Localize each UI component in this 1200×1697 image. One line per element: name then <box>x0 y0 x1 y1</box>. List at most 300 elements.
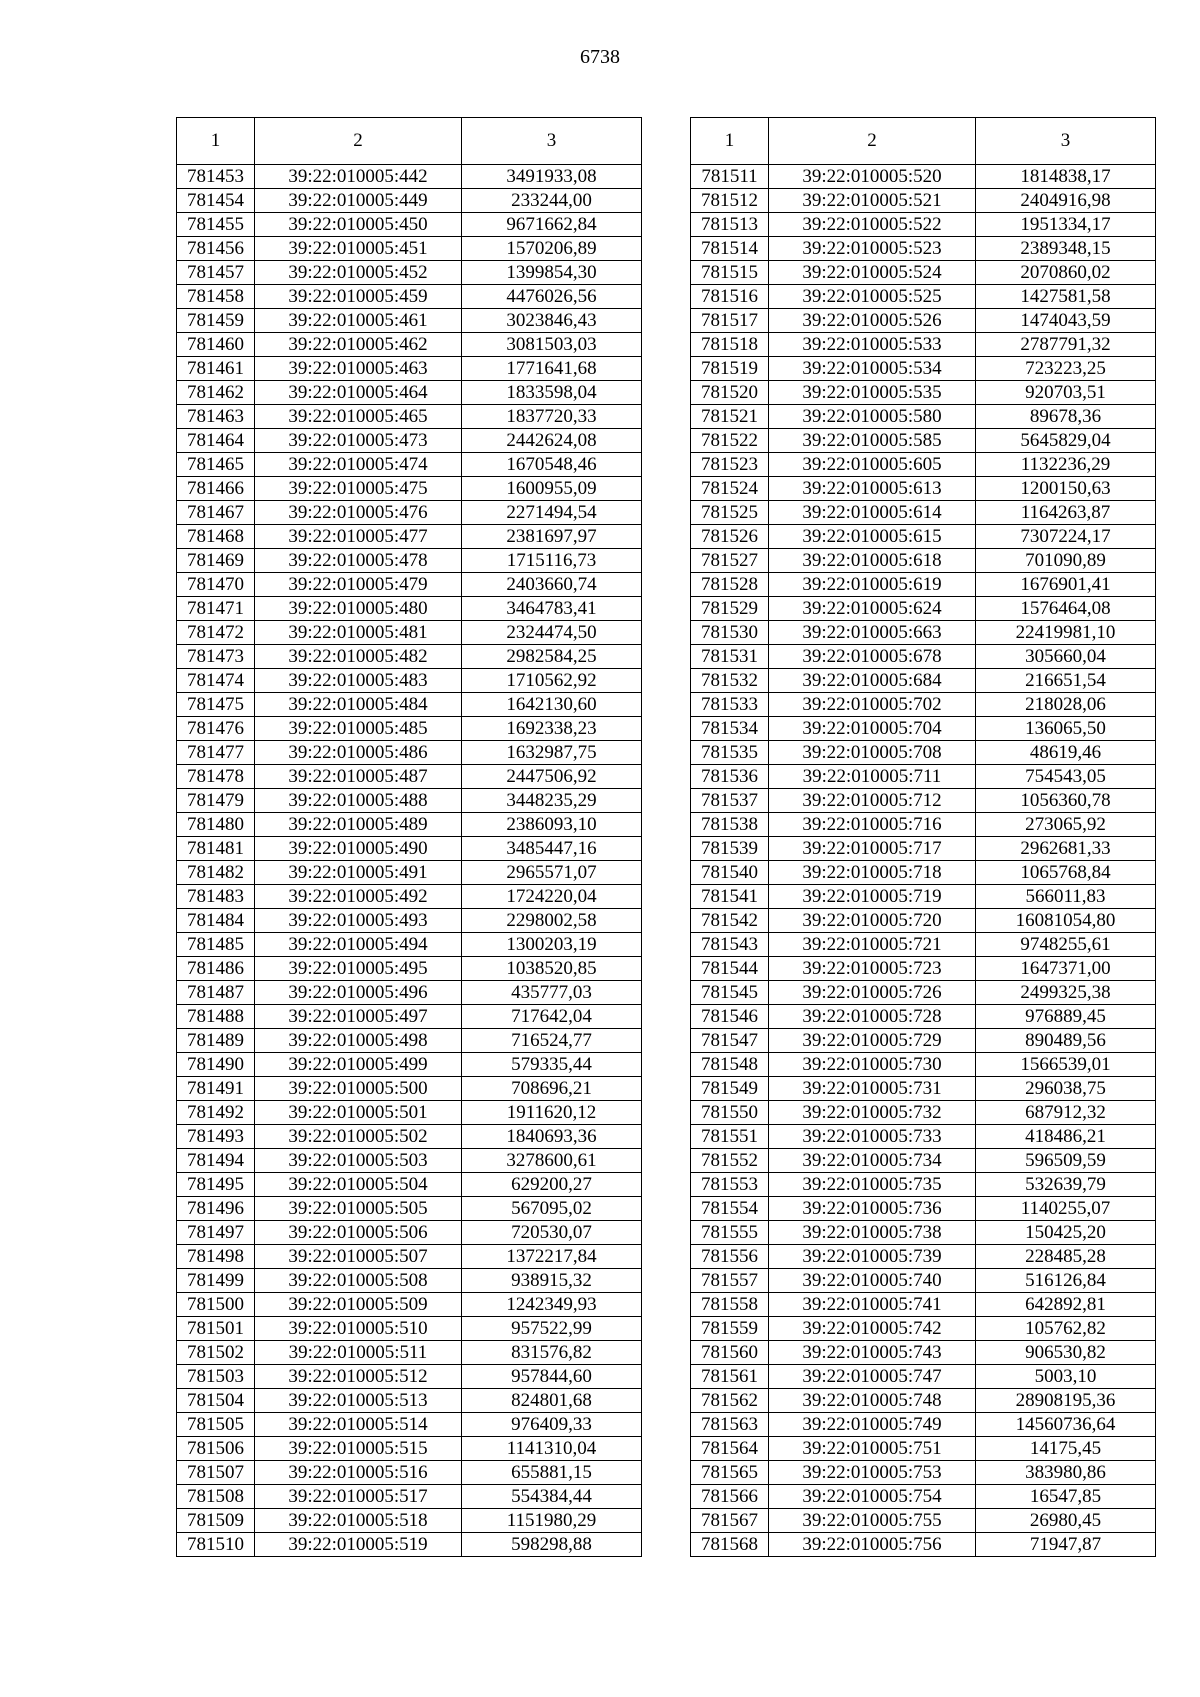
row-number-cell: 781469 <box>177 549 255 573</box>
row-number-cell: 781547 <box>691 1029 769 1053</box>
header-col-3: 3 <box>462 118 642 165</box>
table-row <box>177 741 642 765</box>
row-number-cell: 781567 <box>691 1509 769 1533</box>
cadastral-number-cell: 39:22:010005:464 <box>255 381 462 405</box>
row-number-cell: 781543 <box>691 933 769 957</box>
value-cell: 136065,50 <box>976 717 1156 741</box>
table-row <box>691 1413 1156 1437</box>
cadastral-number-cell: 39:22:010005:708 <box>769 741 976 765</box>
cadastral-number-cell: 39:22:010005:726 <box>769 981 976 1005</box>
value-cell: 1951334,17 <box>976 213 1156 237</box>
table-row <box>691 669 1156 693</box>
left-table <box>176 117 642 1557</box>
table-row <box>177 669 642 693</box>
value-cell: 754543,05 <box>976 765 1156 789</box>
table-row <box>177 909 642 933</box>
cadastral-number-cell: 39:22:010005:484 <box>255 693 462 717</box>
right-table <box>690 117 1156 1557</box>
cadastral-number-cell: 39:22:010005:535 <box>769 381 976 405</box>
row-number-cell: 781526 <box>691 525 769 549</box>
cadastral-number-cell: 39:22:010005:516 <box>255 1461 462 1485</box>
row-number-cell: 781491 <box>177 1077 255 1101</box>
table-row <box>177 957 642 981</box>
table-row <box>177 381 642 405</box>
row-number-cell: 781501 <box>177 1317 255 1341</box>
table-row <box>177 621 642 645</box>
row-number-cell: 781545 <box>691 981 769 1005</box>
table-row <box>177 1101 642 1125</box>
row-number-cell: 781483 <box>177 885 255 909</box>
row-number-cell: 781458 <box>177 285 255 309</box>
row-number-cell: 781561 <box>691 1365 769 1389</box>
cadastral-number-cell: 39:22:010005:498 <box>255 1029 462 1053</box>
value-cell: 1647371,00 <box>976 957 1156 981</box>
table-row <box>691 1389 1156 1413</box>
row-number-cell: 781478 <box>177 765 255 789</box>
table-row <box>177 1173 642 1197</box>
table-row <box>177 1509 642 1533</box>
row-number-cell: 781464 <box>177 429 255 453</box>
row-number-cell: 781477 <box>177 741 255 765</box>
value-cell: 1132236,29 <box>976 453 1156 477</box>
table-row <box>691 957 1156 981</box>
row-number-cell: 781459 <box>177 309 255 333</box>
row-number-cell: 781490 <box>177 1053 255 1077</box>
cadastral-number-cell: 39:22:010005:512 <box>255 1365 462 1389</box>
value-cell: 14175,45 <box>976 1437 1156 1461</box>
value-cell: 554384,44 <box>462 1485 642 1509</box>
row-number-cell: 781480 <box>177 813 255 837</box>
value-cell: 2965571,07 <box>462 861 642 885</box>
table-row <box>691 1437 1156 1461</box>
value-cell: 596509,59 <box>976 1149 1156 1173</box>
value-cell: 1670548,46 <box>462 453 642 477</box>
cadastral-number-cell: 39:22:010005:729 <box>769 1029 976 1053</box>
table-row <box>691 1245 1156 1269</box>
table-row <box>691 1269 1156 1293</box>
row-number-cell: 781481 <box>177 837 255 861</box>
row-number-cell: 781554 <box>691 1197 769 1221</box>
table-row <box>177 1389 642 1413</box>
table-row <box>177 717 642 741</box>
table-row <box>691 1341 1156 1365</box>
cadastral-number-cell: 39:22:010005:500 <box>255 1077 462 1101</box>
cadastral-number-cell: 39:22:010005:718 <box>769 861 976 885</box>
table-row <box>691 477 1156 501</box>
row-number-cell: 781467 <box>177 501 255 525</box>
table-row <box>177 837 642 861</box>
value-cell: 1632987,75 <box>462 741 642 765</box>
value-cell: 1911620,12 <box>462 1101 642 1125</box>
cadastral-number-cell: 39:22:010005:723 <box>769 957 976 981</box>
row-number-cell: 781504 <box>177 1389 255 1413</box>
row-number-cell: 781468 <box>177 525 255 549</box>
cadastral-number-cell: 39:22:010005:514 <box>255 1413 462 1437</box>
cadastral-number-cell: 39:22:010005:613 <box>769 477 976 501</box>
cadastral-number-cell: 39:22:010005:704 <box>769 717 976 741</box>
value-cell: 3464783,41 <box>462 597 642 621</box>
table-row <box>691 501 1156 525</box>
row-number-cell: 781516 <box>691 285 769 309</box>
value-cell: 1576464,08 <box>976 597 1156 621</box>
row-number-cell: 781523 <box>691 453 769 477</box>
table-row <box>177 933 642 957</box>
value-cell: 1710562,92 <box>462 669 642 693</box>
value-cell: 2386093,10 <box>462 813 642 837</box>
cadastral-number-cell: 39:22:010005:533 <box>769 333 976 357</box>
value-cell: 2271494,54 <box>462 501 642 525</box>
cadastral-number-cell: 39:22:010005:753 <box>769 1461 976 1485</box>
row-number-cell: 781472 <box>177 621 255 645</box>
cadastral-number-cell: 39:22:010005:748 <box>769 1389 976 1413</box>
cadastral-number-cell: 39:22:010005:511 <box>255 1341 462 1365</box>
table-row <box>691 1461 1156 1485</box>
value-cell: 579335,44 <box>462 1053 642 1077</box>
table-row <box>691 1005 1156 1029</box>
cadastral-number-cell: 39:22:010005:492 <box>255 885 462 909</box>
row-number-cell: 781548 <box>691 1053 769 1077</box>
row-number-cell: 781541 <box>691 885 769 909</box>
value-cell: 3448235,29 <box>462 789 642 813</box>
cadastral-number-cell: 39:22:010005:717 <box>769 837 976 861</box>
row-number-cell: 781463 <box>177 405 255 429</box>
row-number-cell: 781512 <box>691 189 769 213</box>
table-row <box>691 1485 1156 1509</box>
value-cell: 3023846,43 <box>462 309 642 333</box>
table-row <box>691 837 1156 861</box>
value-cell: 1715116,73 <box>462 549 642 573</box>
cadastral-number-cell: 39:22:010005:525 <box>769 285 976 309</box>
row-number-cell: 781488 <box>177 1005 255 1029</box>
row-number-cell: 781460 <box>177 333 255 357</box>
row-number-cell: 781493 <box>177 1125 255 1149</box>
header-col-2: 2 <box>255 118 462 165</box>
table-row <box>177 1293 642 1317</box>
value-cell: 105762,82 <box>976 1317 1156 1341</box>
cadastral-number-cell: 39:22:010005:751 <box>769 1437 976 1461</box>
cadastral-number-cell: 39:22:010005:495 <box>255 957 462 981</box>
value-cell: 716524,77 <box>462 1029 642 1053</box>
value-cell: 2298002,58 <box>462 909 642 933</box>
table-row <box>691 453 1156 477</box>
cadastral-number-cell: 39:22:010005:520 <box>769 165 976 189</box>
value-cell: 976409,33 <box>462 1413 642 1437</box>
cadastral-number-cell: 39:22:010005:702 <box>769 693 976 717</box>
value-cell: 2070860,02 <box>976 261 1156 285</box>
row-number-cell: 781502 <box>177 1341 255 1365</box>
value-cell: 1837720,33 <box>462 405 642 429</box>
value-cell: 435777,03 <box>462 981 642 1005</box>
value-cell: 831576,82 <box>462 1341 642 1365</box>
cadastral-number-cell: 39:22:010005:449 <box>255 189 462 213</box>
value-cell: 5003,10 <box>976 1365 1156 1389</box>
value-cell: 1570206,89 <box>462 237 642 261</box>
cadastral-number-cell: 39:22:010005:482 <box>255 645 462 669</box>
cadastral-number-cell: 39:22:010005:487 <box>255 765 462 789</box>
value-cell: 1427581,58 <box>976 285 1156 309</box>
value-cell: 1676901,41 <box>976 573 1156 597</box>
value-cell: 296038,75 <box>976 1077 1156 1101</box>
cadastral-number-cell: 39:22:010005:461 <box>255 309 462 333</box>
row-number-cell: 781505 <box>177 1413 255 1437</box>
row-number-cell: 781524 <box>691 477 769 501</box>
value-cell: 920703,51 <box>976 381 1156 405</box>
cadastral-number-cell: 39:22:010005:494 <box>255 933 462 957</box>
table-row <box>691 1053 1156 1077</box>
cadastral-number-cell: 39:22:010005:475 <box>255 477 462 501</box>
cadastral-number-cell: 39:22:010005:459 <box>255 285 462 309</box>
value-cell: 1141310,04 <box>462 1437 642 1461</box>
cadastral-number-cell: 39:22:010005:524 <box>769 261 976 285</box>
row-number-cell: 781544 <box>691 957 769 981</box>
row-number-cell: 781492 <box>177 1101 255 1125</box>
cadastral-number-cell: 39:22:010005:507 <box>255 1245 462 1269</box>
table-row <box>177 597 642 621</box>
table-row <box>691 597 1156 621</box>
value-cell: 22419981,10 <box>976 621 1156 645</box>
cadastral-number-cell: 39:22:010005:605 <box>769 453 976 477</box>
table-row <box>177 501 642 525</box>
table-row <box>177 237 642 261</box>
cadastral-number-cell: 39:22:010005:474 <box>255 453 462 477</box>
cadastral-number-cell: 39:22:010005:508 <box>255 1269 462 1293</box>
cadastral-number-cell: 39:22:010005:738 <box>769 1221 976 1245</box>
row-number-cell: 781517 <box>691 309 769 333</box>
cadastral-number-cell: 39:22:010005:735 <box>769 1173 976 1197</box>
value-cell: 28908195,36 <box>976 1389 1156 1413</box>
row-number-cell: 781507 <box>177 1461 255 1485</box>
table-row <box>177 405 642 429</box>
row-number-cell: 781456 <box>177 237 255 261</box>
row-number-cell: 781479 <box>177 789 255 813</box>
row-number-cell: 781466 <box>177 477 255 501</box>
table-row <box>177 549 642 573</box>
table-row <box>691 165 1156 189</box>
row-number-cell: 781539 <box>691 837 769 861</box>
table-row <box>177 333 642 357</box>
value-cell: 687912,32 <box>976 1101 1156 1125</box>
cadastral-number-cell: 39:22:010005:585 <box>769 429 976 453</box>
cadastral-number-cell: 39:22:010005:716 <box>769 813 976 837</box>
header-col-2: 2 <box>769 118 976 165</box>
row-number-cell: 781563 <box>691 1413 769 1437</box>
table-row <box>691 381 1156 405</box>
cadastral-number-cell: 39:22:010005:503 <box>255 1149 462 1173</box>
value-cell: 2982584,25 <box>462 645 642 669</box>
cadastral-number-cell: 39:22:010005:502 <box>255 1125 462 1149</box>
row-number-cell: 781487 <box>177 981 255 1005</box>
row-number-cell: 781562 <box>691 1389 769 1413</box>
row-number-cell: 781535 <box>691 741 769 765</box>
value-cell: 1038520,85 <box>462 957 642 981</box>
table-row <box>177 1269 642 1293</box>
value-cell: 717642,04 <box>462 1005 642 1029</box>
cadastral-number-cell: 39:22:010005:534 <box>769 357 976 381</box>
table-row <box>691 1149 1156 1173</box>
cadastral-number-cell: 39:22:010005:517 <box>255 1485 462 1509</box>
table-row <box>691 933 1156 957</box>
value-cell: 629200,27 <box>462 1173 642 1197</box>
value-cell: 383980,86 <box>976 1461 1156 1485</box>
row-number-cell: 781476 <box>177 717 255 741</box>
row-number-cell: 781542 <box>691 909 769 933</box>
value-cell: 2447506,92 <box>462 765 642 789</box>
table-row <box>691 765 1156 789</box>
cadastral-number-cell: 39:22:010005:506 <box>255 1221 462 1245</box>
row-number-cell: 781498 <box>177 1245 255 1269</box>
table-row <box>177 1245 642 1269</box>
value-cell: 1151980,29 <box>462 1509 642 1533</box>
row-number-cell: 781520 <box>691 381 769 405</box>
row-number-cell: 781454 <box>177 189 255 213</box>
table-row <box>691 261 1156 285</box>
table-row <box>691 1221 1156 1245</box>
table-row <box>177 765 642 789</box>
cadastral-number-cell: 39:22:010005:480 <box>255 597 462 621</box>
cadastral-number-cell: 39:22:010005:450 <box>255 213 462 237</box>
value-cell: 1300203,19 <box>462 933 642 957</box>
value-cell: 532639,79 <box>976 1173 1156 1197</box>
row-number-cell: 781508 <box>177 1485 255 1509</box>
row-number-cell: 781482 <box>177 861 255 885</box>
table-row <box>691 645 1156 669</box>
row-number-cell: 781484 <box>177 909 255 933</box>
table-row <box>177 645 642 669</box>
row-number-cell: 781510 <box>177 1533 255 1557</box>
table-row <box>177 1029 642 1053</box>
cadastral-number-cell: 39:22:010005:481 <box>255 621 462 645</box>
cadastral-number-cell: 39:22:010005:733 <box>769 1125 976 1149</box>
row-number-cell: 781506 <box>177 1437 255 1461</box>
value-cell: 9748255,61 <box>976 933 1156 957</box>
cadastral-number-cell: 39:22:010005:580 <box>769 405 976 429</box>
row-number-cell: 781540 <box>691 861 769 885</box>
row-number-cell: 781564 <box>691 1437 769 1461</box>
row-number-cell: 781486 <box>177 957 255 981</box>
row-number-cell: 781534 <box>691 717 769 741</box>
cadastral-number-cell: 39:22:010005:523 <box>769 237 976 261</box>
table-row <box>177 1317 642 1341</box>
table-row <box>177 165 642 189</box>
value-cell: 2962681,33 <box>976 837 1156 861</box>
row-number-cell: 781528 <box>691 573 769 597</box>
table-row <box>691 189 1156 213</box>
cadastral-number-cell: 39:22:010005:663 <box>769 621 976 645</box>
cadastral-number-cell: 39:22:010005:515 <box>255 1437 462 1461</box>
row-number-cell: 781471 <box>177 597 255 621</box>
cadastral-number-cell: 39:22:010005:712 <box>769 789 976 813</box>
value-cell: 2499325,38 <box>976 981 1156 1005</box>
cadastral-number-cell: 39:22:010005:731 <box>769 1077 976 1101</box>
row-number-cell: 781503 <box>177 1365 255 1389</box>
cadastral-number-cell: 39:22:010005:741 <box>769 1293 976 1317</box>
value-cell: 233244,00 <box>462 189 642 213</box>
table-row <box>177 477 642 501</box>
table-row <box>691 1197 1156 1221</box>
value-cell: 3485447,16 <box>462 837 642 861</box>
table-row <box>691 405 1156 429</box>
cadastral-number-cell: 39:22:010005:488 <box>255 789 462 813</box>
table-row <box>691 1293 1156 1317</box>
cadastral-number-cell: 39:22:010005:505 <box>255 1197 462 1221</box>
row-number-cell: 781496 <box>177 1197 255 1221</box>
table-row <box>177 813 642 837</box>
cadastral-number-cell: 39:22:010005:519 <box>255 1533 462 1557</box>
cadastral-number-cell: 39:22:010005:509 <box>255 1293 462 1317</box>
row-number-cell: 781568 <box>691 1533 769 1557</box>
cadastral-number-cell: 39:22:010005:497 <box>255 1005 462 1029</box>
table-row <box>177 525 642 549</box>
value-cell: 1566539,01 <box>976 1053 1156 1077</box>
table-row <box>691 285 1156 309</box>
cadastral-number-cell: 39:22:010005:749 <box>769 1413 976 1437</box>
header-row <box>691 118 1156 165</box>
value-cell: 89678,36 <box>976 405 1156 429</box>
row-number-cell: 781457 <box>177 261 255 285</box>
table-row <box>177 1485 642 1509</box>
header-row <box>177 118 642 165</box>
value-cell: 218028,06 <box>976 693 1156 717</box>
row-number-cell: 781515 <box>691 261 769 285</box>
value-cell: 7307224,17 <box>976 525 1156 549</box>
cadastral-number-cell: 39:22:010005:521 <box>769 189 976 213</box>
value-cell: 655881,15 <box>462 1461 642 1485</box>
table-row <box>177 453 642 477</box>
row-number-cell: 781489 <box>177 1029 255 1053</box>
value-cell: 723223,25 <box>976 357 1156 381</box>
row-number-cell: 781565 <box>691 1461 769 1485</box>
table-row <box>177 357 642 381</box>
cadastral-number-cell: 39:22:010005:730 <box>769 1053 976 1077</box>
value-cell: 16081054,80 <box>976 909 1156 933</box>
table-row <box>177 1413 642 1437</box>
value-cell: 9671662,84 <box>462 213 642 237</box>
value-cell: 890489,56 <box>976 1029 1156 1053</box>
cadastral-number-cell: 39:22:010005:747 <box>769 1365 976 1389</box>
cadastral-number-cell: 39:22:010005:510 <box>255 1317 462 1341</box>
cadastral-number-cell: 39:22:010005:489 <box>255 813 462 837</box>
value-cell: 2403660,74 <box>462 573 642 597</box>
table-row <box>177 309 642 333</box>
table-row <box>177 1461 642 1485</box>
table-row <box>177 285 642 309</box>
table-row <box>177 1125 642 1149</box>
cadastral-number-cell: 39:22:010005:442 <box>255 165 462 189</box>
table-row <box>691 1173 1156 1197</box>
value-cell: 1399854,30 <box>462 261 642 285</box>
value-cell: 1140255,07 <box>976 1197 1156 1221</box>
cadastral-number-cell: 39:22:010005:483 <box>255 669 462 693</box>
cadastral-number-cell: 39:22:010005:513 <box>255 1389 462 1413</box>
value-cell: 824801,68 <box>462 1389 642 1413</box>
table-row <box>177 1221 642 1245</box>
table-row <box>691 885 1156 909</box>
value-cell: 708696,21 <box>462 1077 642 1101</box>
value-cell: 1474043,59 <box>976 309 1156 333</box>
row-number-cell: 781557 <box>691 1269 769 1293</box>
value-cell: 2389348,15 <box>976 237 1156 261</box>
value-cell: 2442624,08 <box>462 429 642 453</box>
value-cell: 3278600,61 <box>462 1149 642 1173</box>
row-number-cell: 781559 <box>691 1317 769 1341</box>
row-number-cell: 781556 <box>691 1245 769 1269</box>
row-number-cell: 781513 <box>691 213 769 237</box>
row-number-cell: 781500 <box>177 1293 255 1317</box>
cadastral-number-cell: 39:22:010005:732 <box>769 1101 976 1125</box>
row-number-cell: 781566 <box>691 1485 769 1509</box>
table-row <box>691 1533 1156 1557</box>
cadastral-number-cell: 39:22:010005:479 <box>255 573 462 597</box>
